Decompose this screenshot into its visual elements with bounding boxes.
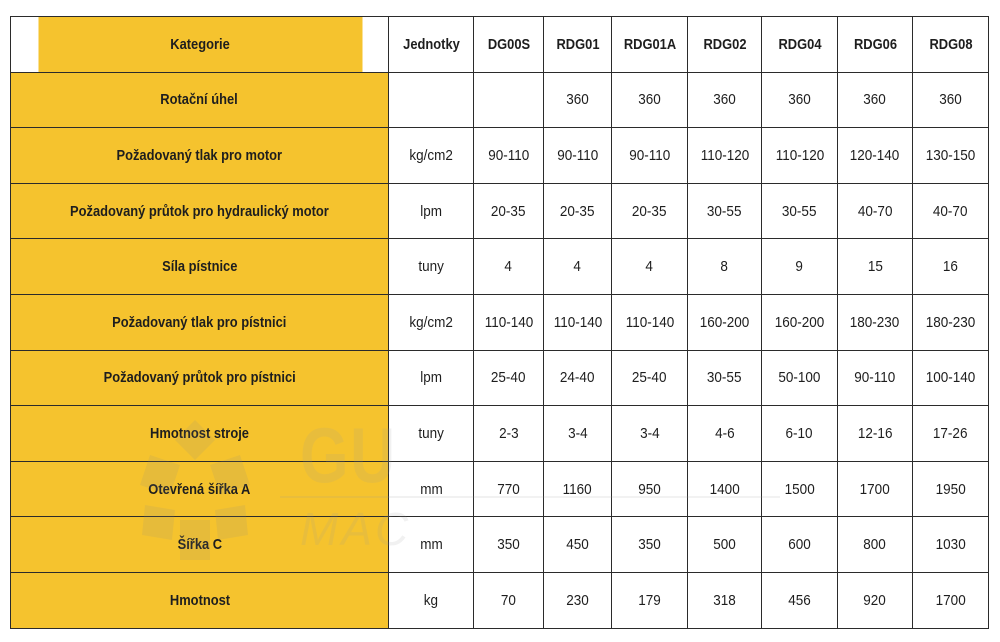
row-unit-label: lpm [420, 369, 442, 387]
row-value-cell [474, 72, 544, 128]
row-value: 17-26 [933, 424, 968, 442]
row-value-cell [474, 461, 544, 517]
header-model-rdg01a: RDG01A [617, 17, 682, 73]
row-value: 8 [720, 258, 729, 276]
row-value: 318 [713, 591, 736, 609]
row-unit-cell [389, 72, 474, 128]
row-value-cell [762, 572, 838, 628]
row-value: 3-4 [639, 424, 660, 442]
row-value-cell [688, 517, 762, 573]
table-row [11, 406, 989, 462]
row-value-cell [612, 461, 688, 517]
row-value: 20-35 [632, 202, 667, 220]
row-value-cell [544, 183, 612, 239]
row-value: 90-110 [854, 369, 896, 387]
row-value-cell [838, 183, 913, 239]
row-unit-label: kg/cm2 [409, 146, 453, 164]
header-model-rdg08: RDG08 [918, 17, 983, 73]
row-unit-cell [389, 294, 474, 350]
row-value: 12-16 [857, 424, 893, 442]
row-unit-label: tuny [418, 424, 444, 442]
row-value: 110-120 [700, 146, 749, 164]
row-value-cell [474, 572, 544, 628]
row-value: 90-110 [487, 146, 530, 164]
row-value-cell [544, 406, 612, 462]
row-value: 800 [863, 536, 887, 554]
row-unit-label: mm [419, 536, 443, 554]
row-value-cell [612, 128, 688, 184]
row-value: 1160 [562, 480, 593, 498]
row-value: 360 [788, 91, 811, 109]
row-value: 50-100 [778, 369, 821, 387]
row-value-cell [688, 72, 762, 128]
row-value: 1030 [935, 536, 966, 554]
row-value: 360 [566, 91, 589, 109]
row-value-cell [913, 183, 989, 239]
table-row [11, 572, 989, 628]
row-value-cell [688, 350, 762, 406]
row-value-cell [612, 517, 688, 573]
row-value-cell [612, 350, 688, 406]
row-value: 2-3 [498, 424, 519, 442]
row-value-cell [913, 572, 989, 628]
row-value: 4 [645, 258, 654, 276]
row-value-cell [913, 294, 989, 350]
table-row [11, 183, 989, 239]
row-unit-cell [389, 183, 474, 239]
row-value-cell [913, 350, 989, 406]
row-value: 25-40 [632, 369, 667, 387]
row-value-cell [474, 517, 544, 573]
row-value: 110-140 [484, 313, 533, 331]
row-value: 456 [788, 591, 811, 609]
row-value: 3-4 [567, 424, 588, 442]
row-value-cell [688, 461, 762, 517]
header-model-rdg02: RDG02 [693, 17, 757, 73]
row-unit-cell [389, 461, 474, 517]
row-value-cell [838, 572, 913, 628]
row-category-cell [11, 406, 389, 462]
row-value: 40-70 [857, 202, 893, 220]
row-category-cell [11, 183, 389, 239]
row-value: 1700 [935, 591, 966, 609]
row-unit-cell [389, 239, 474, 295]
row-value-cell [688, 183, 762, 239]
row-unit-label: kg [423, 591, 439, 609]
row-unit-cell [389, 572, 474, 628]
row-value: 450 [566, 536, 589, 554]
row-value-cell [474, 406, 544, 462]
row-value: 500 [713, 536, 736, 554]
row-category-label: Požadovaný průtok pro hydraulický motor [70, 202, 329, 220]
row-value: 20-35 [560, 202, 595, 220]
header-model-dg00s: DG00S [478, 17, 538, 73]
header-model-rdg06: RDG06 [843, 17, 908, 73]
row-value-cell [544, 461, 612, 517]
row-value-cell [688, 239, 762, 295]
row-value: 179 [638, 591, 661, 609]
row-value: 230 [566, 591, 589, 609]
row-unit-cell [389, 128, 474, 184]
row-value: 16 [942, 258, 959, 276]
row-value-cell [688, 128, 762, 184]
row-category-cell [11, 350, 389, 406]
row-unit-cell [389, 517, 474, 573]
row-value-cell [838, 406, 913, 462]
row-value: 350 [638, 536, 661, 554]
row-value-cell [913, 517, 989, 573]
row-value: 9 [795, 258, 804, 276]
row-value-cell [838, 128, 913, 184]
spec-table [10, 16, 989, 629]
table-row [11, 350, 989, 406]
row-value-cell [474, 350, 544, 406]
row-value-cell [762, 461, 838, 517]
row-value: 600 [788, 536, 811, 554]
row-value: 110-140 [625, 313, 674, 331]
row-value: 360 [863, 91, 887, 109]
row-value: 20-35 [491, 202, 526, 220]
row-value: 90-110 [628, 146, 671, 164]
row-value-cell [612, 572, 688, 628]
row-category-cell [11, 239, 389, 295]
row-value-cell [474, 183, 544, 239]
row-value: 25-40 [491, 369, 526, 387]
row-value-cell [762, 350, 838, 406]
row-value: 360 [713, 91, 736, 109]
row-category-cell [11, 517, 389, 573]
row-value-cell [913, 128, 989, 184]
row-category-cell [11, 294, 389, 350]
row-value-cell [474, 239, 544, 295]
row-value: 360 [939, 91, 962, 109]
header-model-rdg04: RDG04 [767, 17, 832, 73]
row-value-cell [762, 294, 838, 350]
row-category-label: Požadovaný tlak pro motor [116, 146, 283, 164]
table-body [11, 72, 989, 628]
row-value: 30-55 [782, 202, 817, 220]
row-value-cell [544, 239, 612, 295]
row-value: 160-200 [699, 313, 750, 331]
row-category-cell [11, 72, 389, 128]
row-category-label: Hmotnost [169, 591, 230, 609]
row-value: 110-120 [775, 146, 824, 164]
row-value-cell [474, 294, 544, 350]
row-value-cell [913, 461, 989, 517]
row-value: 1400 [709, 480, 740, 498]
row-unit-cell [389, 350, 474, 406]
header-category: Kategorie [37, 17, 362, 73]
row-value-cell [544, 517, 612, 573]
row-value: 110-140 [553, 313, 602, 331]
table-row [11, 294, 989, 350]
row-category-label: Požadovaný tlak pro pístnici [112, 313, 287, 331]
row-value: 40-70 [933, 202, 968, 220]
table-row [11, 517, 989, 573]
row-value-cell [762, 128, 838, 184]
row-category-cell [11, 461, 389, 517]
header-unit: Jednotky [394, 17, 467, 73]
row-unit-label: lpm [420, 202, 442, 220]
row-value: 360 [638, 91, 661, 109]
row-value-cell [688, 406, 762, 462]
row-value-cell [762, 239, 838, 295]
row-category-label: Síla pístnice [161, 258, 238, 276]
row-value-cell [838, 239, 913, 295]
row-value-cell [762, 72, 838, 128]
row-value-cell [612, 406, 688, 462]
row-value-cell [762, 517, 838, 573]
header-row [11, 17, 989, 73]
row-value: 1500 [784, 480, 815, 498]
row-value-cell [544, 350, 612, 406]
row-category-label: Šířka C [177, 536, 222, 554]
row-value-cell [838, 294, 913, 350]
row-value: 6-10 [785, 424, 814, 442]
row-value: 15 [867, 258, 883, 276]
row-value-cell [913, 72, 989, 128]
row-value: 90-110 [556, 146, 599, 164]
row-value: 130-150 [925, 146, 976, 164]
row-value: 350 [497, 536, 520, 554]
row-value: 30-55 [707, 369, 742, 387]
row-value: 180-230 [850, 313, 900, 331]
table-row [11, 72, 989, 128]
row-value-cell [688, 572, 762, 628]
row-value: 30-55 [707, 202, 742, 220]
row-value-cell [544, 128, 612, 184]
table-row [11, 128, 989, 184]
row-value-cell [838, 72, 913, 128]
row-category-label: Požadovaný průtok pro pístnici [103, 369, 296, 387]
row-value: 160-200 [774, 313, 825, 331]
row-value-cell [762, 406, 838, 462]
row-value-cell [838, 461, 913, 517]
row-value: 70 [500, 591, 517, 609]
row-value: 24-40 [560, 369, 595, 387]
row-value-cell [544, 572, 612, 628]
row-value-cell [474, 128, 544, 184]
row-category-label: Hmotnost stroje [150, 424, 249, 442]
row-unit-label: mm [419, 480, 443, 498]
row-value-cell [612, 72, 688, 128]
row-value: 950 [638, 480, 661, 498]
row-category-label: Rotační úhel [160, 91, 239, 109]
row-unit-label: kg/cm2 [409, 313, 453, 331]
row-value: 4 [573, 258, 582, 276]
row-value-cell [544, 294, 612, 350]
row-value: 1700 [859, 480, 891, 498]
row-value: 1950 [935, 480, 966, 498]
row-value: 4 [504, 258, 513, 276]
row-value-cell [688, 294, 762, 350]
row-value: 100-140 [925, 369, 976, 387]
row-category-cell [11, 572, 389, 628]
row-value-cell [838, 517, 913, 573]
row-value-cell [612, 294, 688, 350]
row-value-cell [612, 183, 688, 239]
row-value-cell [913, 406, 989, 462]
table-row [11, 461, 989, 517]
header-model-rdg01: RDG01 [548, 17, 606, 73]
row-value: 770 [497, 480, 520, 498]
row-value-cell [838, 350, 913, 406]
row-category-label: Otevřená šířka A [148, 480, 251, 498]
row-value: 120-140 [850, 146, 900, 164]
row-category-cell [11, 128, 389, 184]
row-unit-label: tuny [418, 258, 444, 276]
row-value-cell [544, 72, 612, 128]
row-value-cell [913, 239, 989, 295]
row-unit-cell [389, 406, 474, 462]
row-value-cell [612, 239, 688, 295]
row-value: 4-6 [714, 424, 735, 442]
table-row [11, 239, 989, 295]
row-value-cell [762, 183, 838, 239]
row-value: 180-230 [925, 313, 976, 331]
row-value: 920 [863, 591, 887, 609]
